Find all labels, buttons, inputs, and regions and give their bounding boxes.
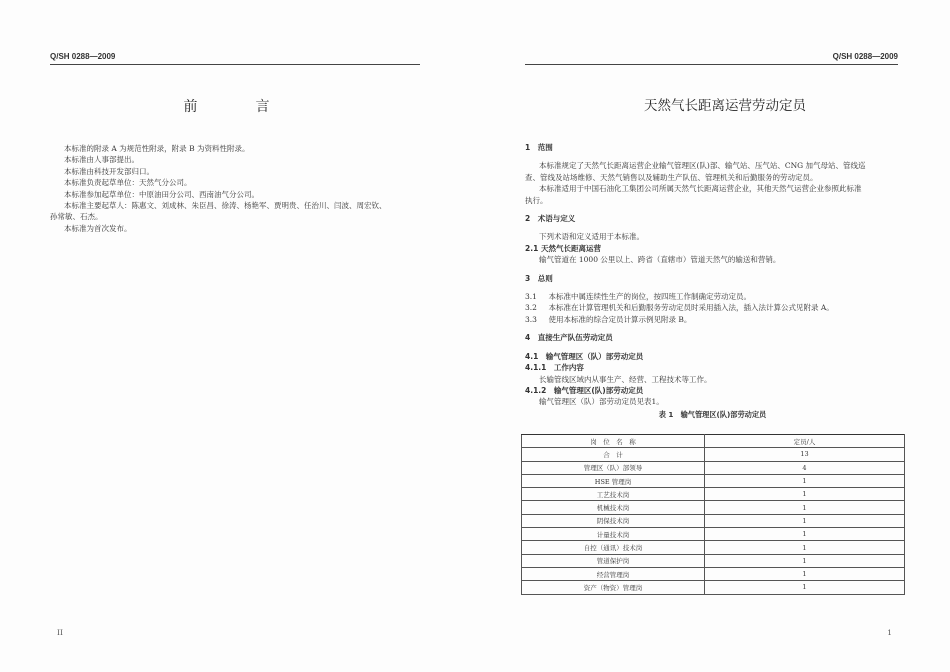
header-rule xyxy=(525,64,898,65)
table-row xyxy=(522,514,905,527)
paragraph: 执行。 xyxy=(525,195,548,205)
foreword-line: 本标准负责起草单位：天然气分公司。 xyxy=(64,178,192,188)
page-number: 1 xyxy=(887,628,892,637)
document-body xyxy=(525,142,900,420)
item-number: 3.1 xyxy=(525,292,537,302)
table-cell: 管道保护岗 xyxy=(522,554,705,567)
foreword-line: 本标准由科技开发部归口。 xyxy=(64,166,154,176)
subsection-heading xyxy=(525,243,900,254)
table-row xyxy=(522,581,905,594)
table-row xyxy=(522,501,905,514)
subsection-heading: 4.1.2 输气管理区(队)部劳动定员 xyxy=(525,385,644,395)
subsection-heading: 4.1 输气管理区（队）部劳动定员 xyxy=(525,351,644,361)
right-page xyxy=(475,0,950,672)
table-cell: HSE 管理岗 xyxy=(522,474,705,487)
item-number: 3.2 xyxy=(525,303,537,313)
table-cell: 管理区（队）部领导 xyxy=(522,461,705,474)
item-text: 本标准中属连续性生产的岗位，按四班工作制确定劳动定员。 xyxy=(548,292,751,302)
paragraph: 输气管理区（队）部劳动定员见表1。 xyxy=(539,397,664,407)
foreword-title: 前 言 xyxy=(183,99,292,115)
item-text: 本标准在计算管理机关和后勤服务劳动定员时采用插入法，插入法计算公式见附录 A。 xyxy=(548,303,834,313)
section-heading: 2 术语与定义 xyxy=(525,214,576,224)
table-row xyxy=(522,541,905,554)
table-row xyxy=(522,554,905,567)
section-heading: 3 总则 xyxy=(525,273,553,283)
staffing-table xyxy=(521,434,905,595)
table-row xyxy=(522,488,905,501)
subsection-title: 天然气长距离运营 xyxy=(541,243,601,253)
table-row xyxy=(522,474,905,487)
table-cell: 1 xyxy=(705,528,905,541)
paragraph: 输气管道在 1000 公里以上、跨省（直辖市）管道天然气的输送和营销。 xyxy=(539,255,781,265)
paragraph: 长输管线区域内从事生产、经营、工程技术等工作。 xyxy=(539,374,712,384)
section-heading: 1 范围 xyxy=(525,143,553,152)
table-cell: 1 xyxy=(705,581,905,594)
foreword-line: 本标准由人事部提出。 xyxy=(64,155,139,165)
foreword-line: 孙常敏、石杰。 xyxy=(50,212,103,222)
table-cell: 1 xyxy=(705,488,905,501)
paragraph: 本标准规定了天然气长距离运营企业输气管理区(队)部、输气站、压气站、CNG 加气母站、管线巡 xyxy=(539,161,866,171)
table-cell: 经营管理岗 xyxy=(522,567,705,580)
table-cell: 1 xyxy=(705,474,905,487)
table-cell: 资产（物资）管理岗 xyxy=(522,581,705,594)
header-cell: 定员/人 xyxy=(705,435,905,448)
item-number: 3.3 xyxy=(525,314,537,324)
foreword-line: 本标准为首次发布。 xyxy=(64,223,132,233)
foreword-line: 本标准主要起草人：陈惠文、刘成林、朱臣昌、徐涛、杨艳军、贾明贵、任治川、闫波、周宏钦、 xyxy=(64,201,387,211)
foreword-line: 本标准参加起草单位：中原油田分公司、西南油气分公司。 xyxy=(64,189,259,199)
numbered-item xyxy=(525,314,900,325)
subsection-number: 2.1 xyxy=(525,243,539,253)
table-cell: 4 xyxy=(705,461,905,474)
table-cell: 1 xyxy=(705,554,905,567)
foreword-body xyxy=(50,143,415,234)
table-cell: 13 xyxy=(705,448,905,461)
standard-code: Q/SH 0288—2009 xyxy=(50,52,116,61)
section-heading: 4 直接生产队伍劳动定员 xyxy=(525,333,613,343)
header-rule xyxy=(50,64,420,65)
subsection-heading: 4.1.1 工作内容 xyxy=(525,363,584,373)
table-row xyxy=(522,528,905,541)
table-cell: 自控（通讯）技术岗 xyxy=(522,541,705,554)
table-row xyxy=(522,448,905,461)
item-text: 使用本标准的综合定员计算示例见附录 B。 xyxy=(548,314,692,324)
paragraph: 本标准适用于中国石油化工集团公司所属天然气长距离运营企业，其他天然气运营企业参照此标准 xyxy=(539,184,862,194)
table-caption: 表 1 输气管理区(队)部劳动定员 xyxy=(658,409,767,419)
numbered-item xyxy=(525,291,900,302)
document-title: 天然气长距离运营劳动定员 xyxy=(644,98,806,114)
table-cell: 阴保技术岗 xyxy=(522,514,705,527)
table-cell: 合 计 xyxy=(522,448,705,461)
paragraph: 查、管线及站场维修、天然气销售以及辅助生产队伍、管理机关和后勤服务的劳动定员。 xyxy=(525,172,818,182)
table-cell: 计量技术岗 xyxy=(522,528,705,541)
paragraph: 下列术语和定义适用于本标准。 xyxy=(539,232,644,242)
foreword-line: 本标准的附录 A 为规范性附录，附录 B 为资料性附录。 xyxy=(64,144,250,153)
table-cell: 1 xyxy=(705,541,905,554)
table-cell: 机械技术岗 xyxy=(522,501,705,514)
table-cell: 1 xyxy=(705,514,905,527)
numbered-item xyxy=(525,302,900,313)
table-row xyxy=(522,461,905,474)
table-header-row xyxy=(522,435,905,448)
page-number: II xyxy=(57,628,63,637)
table-cell: 1 xyxy=(705,501,905,514)
standard-code: Q/SH 0288—2009 xyxy=(832,52,898,61)
table-cell: 工艺技术岗 xyxy=(522,488,705,501)
header-cell: 岗 位 名 称 xyxy=(522,435,705,448)
table-row xyxy=(522,567,905,580)
table-cell: 1 xyxy=(705,567,905,580)
